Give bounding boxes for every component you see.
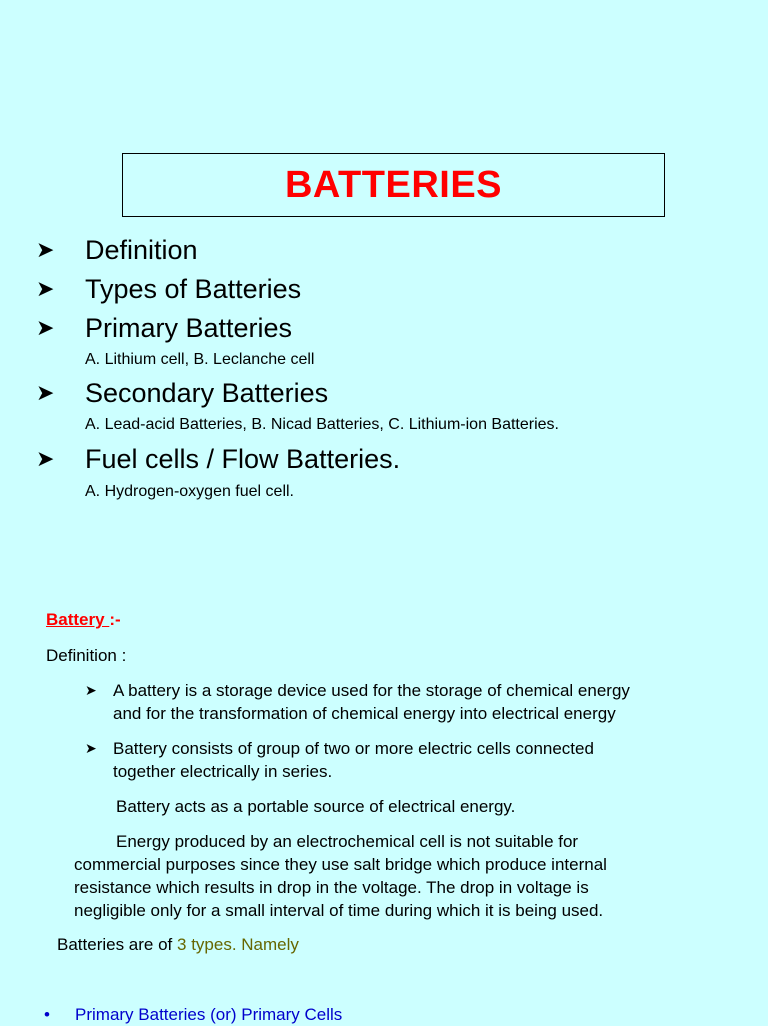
definition-label: Definition : — [46, 646, 127, 665]
energy-paragraph-line: negligible only for a small interval of time during which it is being used. — [74, 901, 604, 920]
energy-paragraph-line: Energy produced by an electrochemical cell is not suitable for — [116, 832, 579, 851]
battery-heading-text: Battery — [46, 610, 110, 629]
dot-bullet-icon: • — [44, 1005, 50, 1024]
topic-sub: A. Lead-acid Batteries, B. Nicad Batteries, C. Lithium-ion Batteries. — [85, 416, 559, 433]
topic-sub: A. Lithium cell, B. Leclanche cell — [85, 351, 315, 368]
topic-item — [36, 378, 328, 408]
arrowhead-bullet-icon: ➤ — [36, 237, 55, 262]
definition-point-line: together electrically in series. — [113, 762, 333, 781]
topic-label: Secondary Batteries — [85, 378, 329, 408]
topic-item — [36, 313, 292, 343]
arrowhead-bullet-icon: ➤ — [36, 446, 55, 471]
primary-batteries-bullet — [44, 1004, 342, 1026]
definition-point-line: and for the transformation of chemical energy into electrical energy — [113, 704, 616, 723]
arrowhead-bullet-icon: ➤ — [85, 740, 97, 756]
topic-item — [36, 235, 198, 265]
topic-label: Types of Batteries — [85, 274, 302, 304]
definition-point-line: Battery consists of group of two or more electric cells connected — [113, 739, 594, 758]
title-box — [122, 153, 665, 217]
portable-text: Battery acts as a portable source of electrical energy. — [116, 797, 516, 816]
types-line — [57, 934, 299, 956]
topic-sub: A. Hydrogen-oxygen fuel cell. — [85, 483, 294, 500]
definition-point-line: A battery is a storage device used for the storage of chemical energy — [113, 681, 630, 700]
arrowhead-bullet-icon: ➤ — [36, 276, 55, 301]
topic-label: Fuel cells / Flow Batteries. — [85, 444, 401, 474]
arrowhead-bullet-icon: ➤ — [85, 682, 97, 698]
arrowhead-bullet-icon: ➤ — [36, 315, 55, 340]
energy-paragraph-line: resistance which results in drop in the voltage. The drop in voltage is — [74, 878, 589, 897]
battery-heading-suffix: :- — [109, 610, 121, 629]
topic-item — [36, 274, 301, 304]
topic-item — [36, 444, 400, 474]
topic-label: Primary Batteries — [85, 313, 293, 343]
page-title: BATTERIES — [284, 163, 503, 206]
energy-paragraph-line: commercial purposes since they use salt bridge which produce internal — [74, 855, 607, 874]
types-line-highlight: 3 types. Namely — [177, 935, 299, 954]
topic-label: Definition — [85, 235, 198, 265]
arrowhead-bullet-icon: ➤ — [36, 380, 55, 405]
types-line-prefix: Batteries are of — [57, 935, 178, 954]
primary-batteries-label: Primary Batteries (or) Primary Cells — [75, 1005, 343, 1024]
battery-heading — [46, 609, 121, 631]
